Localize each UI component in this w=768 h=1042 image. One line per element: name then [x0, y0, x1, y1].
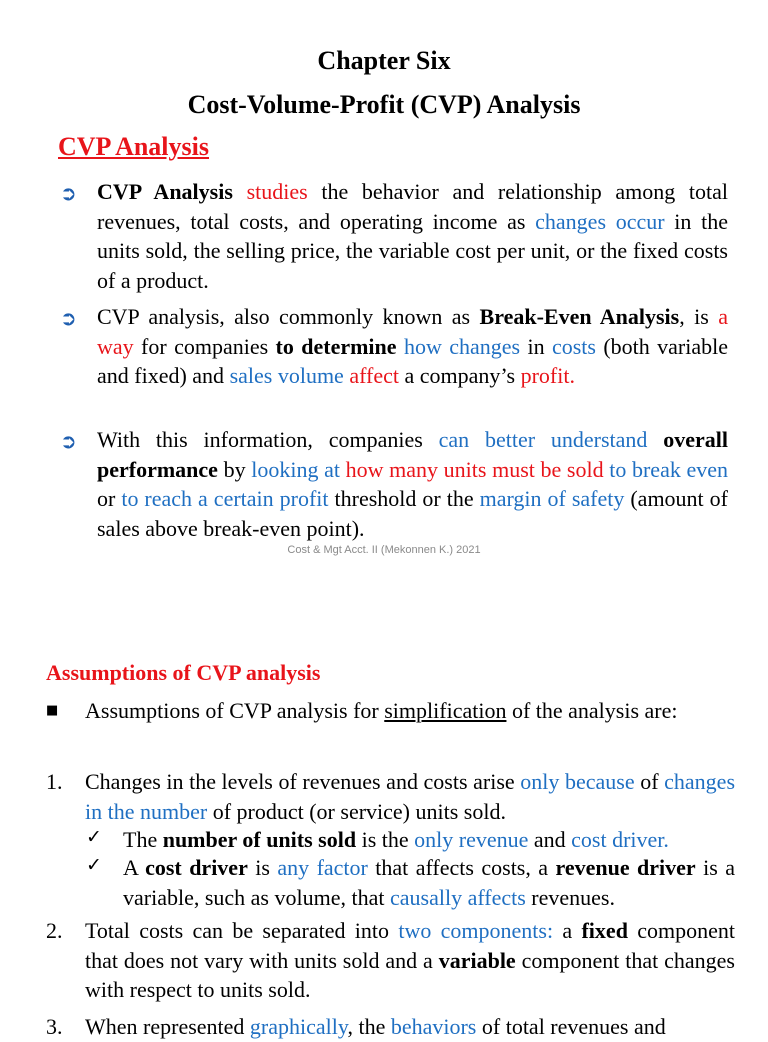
list-number: 1.	[46, 769, 63, 794]
circled-arrow-icon: ➲	[60, 429, 77, 453]
bullet-cvp-definition: CVP Analysis studies the behavior and relationship among total revenues, total costs, and operating income as changes occur in the units sold, the selling price, the variable cost per unit, or the fixed costs of a product.	[97, 179, 728, 293]
chapter-subtitle: Cost-Volume-Profit (CVP) Analysis	[187, 90, 581, 119]
circled-arrow-icon: ➲	[60, 306, 77, 330]
section-heading-assumptions: Assumptions of CVP analysis	[46, 660, 321, 685]
list-number: 3.	[46, 1014, 63, 1039]
assumptions-intro: Assumptions of CVP analysis for simplification of the analysis are:	[85, 698, 678, 723]
assumption-1-check-2: A cost driver is any factor that affects costs, a revenue driver is a variable, such as volume, that causally affects revenues.	[123, 855, 735, 910]
circled-arrow-icon: ➲	[60, 181, 77, 205]
assumption-1-check-1: The number of units sold is the only revenue and cost driver.	[123, 827, 669, 852]
list-number: 2.	[46, 918, 63, 943]
slide-footer: Cost & Mgt Acct. II (Mekonnen K.) 2021	[287, 544, 481, 556]
bullet-performance: With this information, companies can better understand overall performance by looking at how many units must be sold to break even or to reach a certain profit threshold or the margin of safety (amount of sales above break-even point).	[97, 427, 729, 541]
bullet-break-even-analysis: CVP analysis, also commonly known as Break-Even Analysis, is a way for companies to determine how changes in costs (both variable and fixed) and sales volume affect a company’s profit.	[97, 304, 728, 388]
check-icon: ✓	[86, 826, 102, 848]
assumption-item-3: When represented graphically, the behaviors of total revenues and	[85, 1014, 666, 1039]
check-icon: ✓	[86, 854, 102, 876]
assumption-item-1: Changes in the levels of revenues and costs arise only because of changes in the number of product (or service) units sold.	[85, 769, 736, 824]
assumption-item-2: Total costs can be separated into two components: a fixed component that does not vary with units sold and a variable component that changes with respect to units sold.	[85, 918, 736, 1002]
chapter-title: Chapter Six	[317, 46, 451, 75]
section-heading-cvp-analysis: CVP Analysis	[58, 132, 209, 161]
square-bullet-icon: ■	[46, 703, 59, 718]
